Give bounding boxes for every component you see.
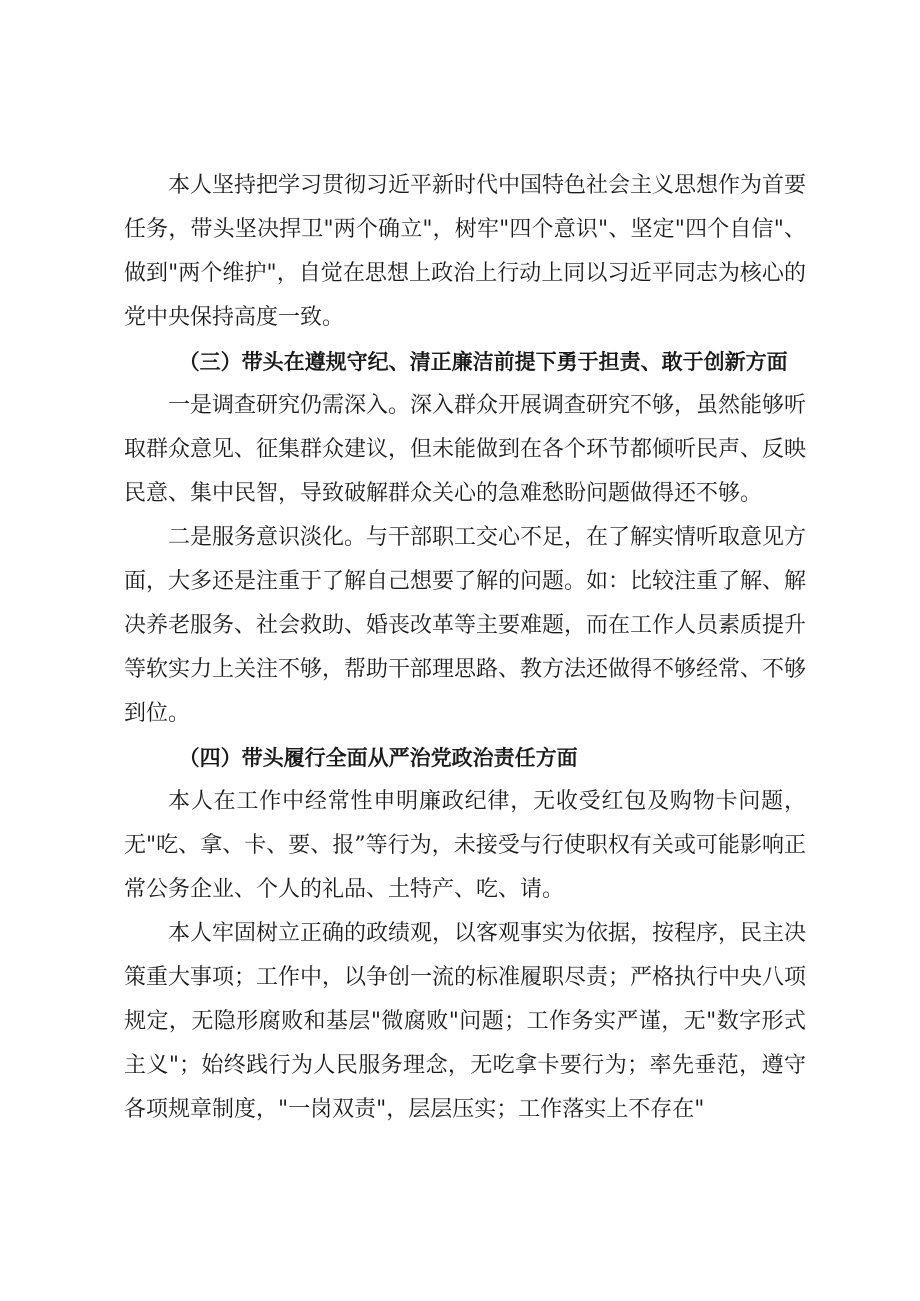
paragraph-performance-view: 本人牢固树立正确的政绩观，以客观事实为依据，按程序，民主决策重大事项；工作中，以争创一流的标准履职尽责；严格执行中央八项规定，无隐形腐败和基层"微腐败"问题；工作务实严谨，无"数字形式主义"；始终践行为人民服务理念，无吃拿卡要行为；率先垂范，遵守各项规章制度，"一岗双责"，层层压实；工作落实上不存在" <box>124 921 807 1122</box>
section-heading-3: （三）带头在遵规守纪、清正廉洁前提下勇于担责、敢于创新方面 <box>178 350 788 374</box>
paragraph-political-loyalty: 本人坚持把学习贯彻习近平新时代中国特色社会主义思想作为首要任务，带头坚决捍卫"两个确立"，树牢"四个意识"、坚定"四个自信"、做到"两个维护"，自觉在思想上政治上行动上同以习近平同志为核心的党中央保持高度一致。 <box>124 173 807 330</box>
section-heading-4: （四）带头履行全面从严治党政治责任方面 <box>178 746 578 770</box>
paragraph-service-awareness: 二是服务意识淡化。与干部职工交心不足，在了解实情听取意见方面，大多还是注重于了解自己想要了解的问题。如：比较注重了解、解决养老服务、社会救助、婚丧改革等主要难题，而在工作人员素质提升等软实力上关注不够，帮助干部理思路、教方法还做得不够经常、不够到位。 <box>124 525 807 726</box>
paragraph-integrity: 本人在工作中经常性申明廉政纪律，无收受红包及购物卡问题，无"吃、拿、卡、要、报”等行为，未接受与行使职权有关或可能影响正常公务企业、个人的礼品、土特产、吃、请。 <box>124 789 806 902</box>
paragraph-research: 一是调查研究仍需深入。深入群众开展调查研究不够，虽然能够听取群众意见、征集群众建议，但未能做到在各个环节都倾听民声、反映民意、集中民智，导致破解群众关心的急难愁盼问题做得还不够。 <box>124 393 807 506</box>
document-body <box>124 164 806 1132</box>
